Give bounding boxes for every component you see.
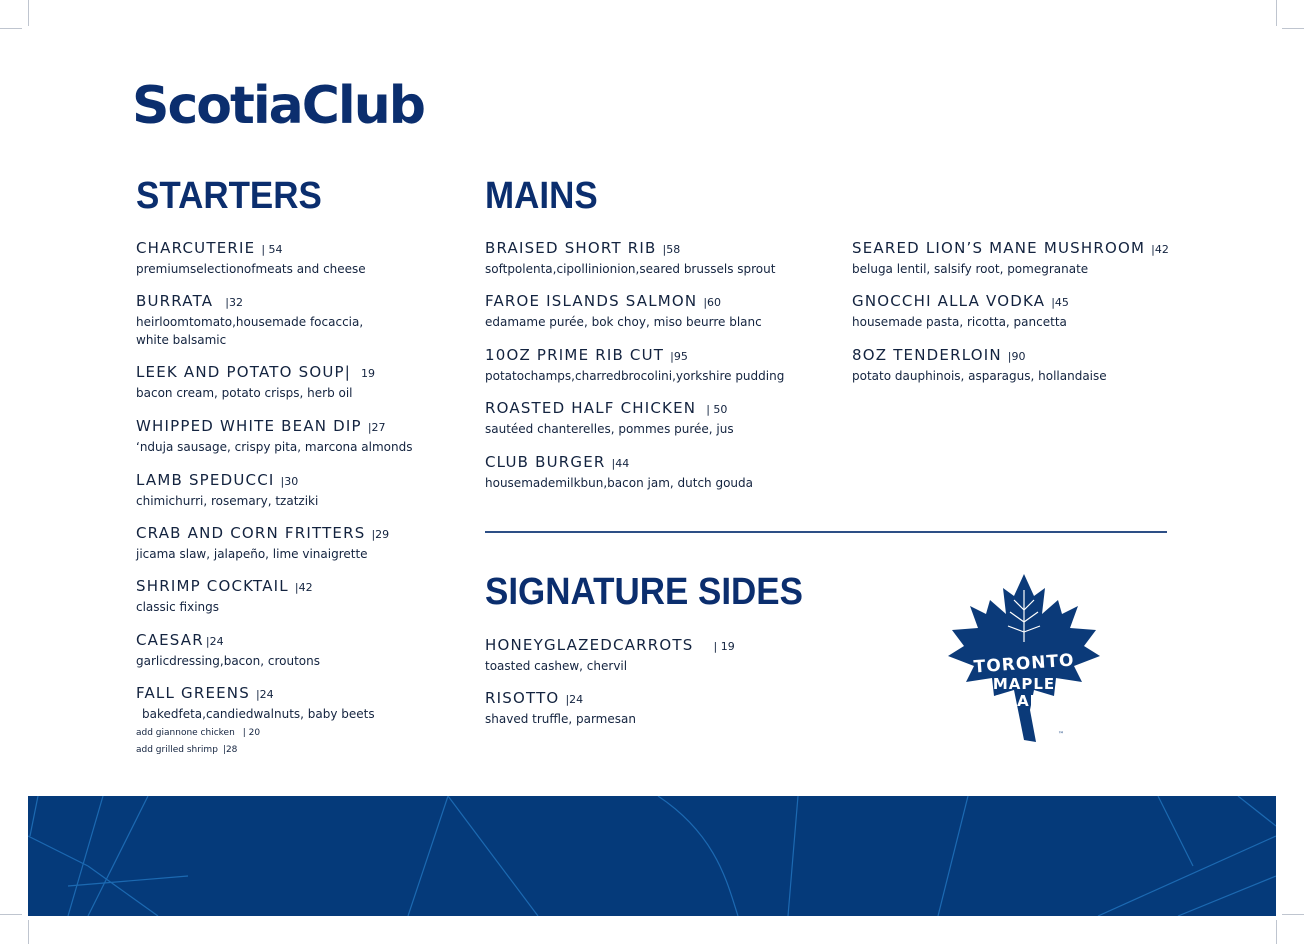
menu-item-lions-mane	[852, 239, 1169, 278]
menu-item-roasted-half-chicken	[485, 399, 734, 438]
sides-heading: SIGNATURE SIDES	[485, 571, 803, 613]
menu-item-charcuterie	[136, 239, 366, 278]
starters-heading: STARTERS	[136, 175, 322, 217]
item-description: edamame purée, bok choy, miso beurre blanc	[485, 315, 762, 329]
item-description: toasted cashew, chervil	[485, 659, 628, 673]
menu-item-shrimp-cocktail	[136, 577, 313, 616]
crop-mark	[0, 914, 22, 915]
item-name: RISOTTO	[485, 689, 560, 707]
logo-text-toronto: TORONTO	[973, 650, 1076, 678]
menu-item-crab-corn-fritters	[136, 524, 389, 563]
item-price: |90	[1007, 350, 1026, 363]
item-description: bakedfeta,candiedwalnuts, baby beets	[142, 707, 375, 721]
item-description: bacon cream, potato crisps, herb oil	[136, 386, 353, 400]
item-description: classic fixings	[136, 600, 220, 614]
item-name: LAMB SPEDUCCI	[136, 471, 275, 489]
menu-item-gnocchi	[852, 292, 1069, 331]
addon-price: | 20	[242, 728, 261, 738]
item-name: 10OZ PRIME RIB CUT	[485, 346, 665, 364]
item-name: CHARCUTERIE	[136, 239, 256, 257]
item-name: ROASTED HALF CHICKEN	[485, 399, 697, 417]
menu-item-lamb-speducci	[136, 471, 318, 510]
item-name: FAROE ISLANDS SALMON	[485, 292, 698, 310]
item-price: |42	[1151, 243, 1169, 256]
item-name: SHRIMP COCKTAIL	[136, 577, 289, 595]
item-price: |24	[565, 693, 584, 706]
menu-item-tenderloin	[852, 346, 1107, 385]
item-price: | 54	[261, 243, 283, 256]
item-description: potatochamps,charredbrocolini,yorkshire pudding	[485, 369, 785, 383]
logo-text-leafs: LEAFS	[995, 692, 1053, 710]
addon-row	[136, 725, 375, 742]
maple-leafs-logo	[944, 570, 1104, 745]
item-price: |32	[225, 296, 243, 309]
item-description: ‘nduja sausage, crispy pita, marcona almonds	[136, 440, 413, 454]
item-description: garlicdressing,bacon, croutons	[136, 654, 320, 668]
mains-heading: MAINS	[485, 175, 598, 217]
crop-mark	[1276, 920, 1277, 944]
item-name: SEARED LION’S MANE MUSHROOM	[852, 239, 1146, 257]
item-description: beluga lentil, salsify root, pomegranate	[852, 262, 1089, 276]
crop-mark	[1282, 914, 1304, 915]
menu-item-fall-greens	[136, 684, 375, 759]
crop-mark	[28, 0, 29, 26]
footer-banner	[28, 796, 1276, 916]
crop-mark	[28, 920, 29, 944]
item-description: jicama slaw, jalapeño, lime vinaigrette	[136, 547, 368, 561]
item-name: HONEYGLAZEDCARROTS	[485, 636, 694, 654]
menu-item-braised-short-rib	[485, 239, 775, 278]
item-price: |24	[255, 688, 274, 701]
item-description-cont: white balsamic	[136, 333, 227, 347]
item-price: |27	[367, 421, 386, 434]
item-price: |95	[670, 350, 688, 363]
item-description: softpolenta,cipollinionion,seared brussels sprout	[485, 262, 776, 276]
crop-mark	[1276, 0, 1277, 26]
item-description: premiumselectionofmeats and cheese	[136, 262, 366, 276]
item-name: 8OZ TENDERLOIN	[852, 346, 1002, 364]
item-description: sautéed chanterelles, pommes purée, jus	[485, 422, 734, 436]
item-description: shaved truffle, parmesan	[485, 712, 636, 726]
item-name: CRAB AND CORN FRITTERS	[136, 524, 366, 542]
menu-item-leek-potato-soup	[136, 363, 375, 402]
menu-item-caesar	[136, 631, 320, 670]
item-name: BRAISED SHORT RIB	[485, 239, 657, 257]
item-price: |24	[205, 635, 224, 648]
item-price: 19	[361, 367, 376, 380]
item-description: potato dauphinois, asparagus, hollandaise	[852, 369, 1107, 383]
item-description: chimichurri, rosemary, tzatziki	[136, 494, 319, 508]
item-price: | 50	[706, 403, 728, 416]
menu-item-carrots	[485, 636, 735, 675]
item-price: |29	[371, 528, 390, 541]
item-price: |58	[662, 243, 681, 256]
ice-lines-pattern	[28, 796, 1276, 916]
scotiaclub-logo: ScotiaClub	[132, 76, 424, 136]
menu-item-white-bean-dip	[136, 417, 413, 456]
trademark-mark: ™	[1058, 731, 1064, 738]
item-name: CAESAR	[136, 631, 204, 649]
addon-row	[136, 742, 375, 759]
item-description: housemademilkbun,bacon jam, dutch gouda	[485, 476, 753, 490]
item-price: |45	[1051, 296, 1069, 309]
item-price: |60	[703, 296, 722, 309]
item-name: GNOCCHI ALLA VODKA	[852, 292, 1046, 310]
addon-label: add grilled shrimp	[136, 745, 218, 755]
section-divider	[485, 531, 1167, 533]
item-name: WHIPPED WHITE BEAN DIP	[136, 417, 362, 435]
item-name: FALL GREENS	[136, 684, 250, 702]
item-name: LEEK AND POTATO SOUP|	[136, 363, 352, 381]
item-price: |42	[294, 581, 313, 594]
logo-text-maple: MAPLE	[992, 675, 1056, 693]
item-description: heirloomtomato,housemade focaccia,	[136, 315, 364, 329]
item-name: BURRATA	[136, 292, 214, 310]
crop-mark	[0, 28, 22, 29]
menu-item-risotto	[485, 689, 636, 728]
menu-item-faroe-salmon	[485, 292, 762, 331]
addon-label: add giannone chicken	[136, 728, 235, 738]
item-name: CLUB BURGER	[485, 453, 606, 471]
addon-price: |28	[222, 745, 238, 755]
menu-item-club-burger	[485, 453, 753, 492]
menu-item-burrata	[136, 292, 363, 349]
item-price: |30	[280, 475, 299, 488]
item-description: housemade pasta, ricotta, pancetta	[852, 315, 1067, 329]
menu-item-prime-rib	[485, 346, 784, 385]
item-price: | 19	[713, 640, 735, 653]
crop-mark	[1282, 28, 1304, 29]
item-price: |44	[611, 457, 630, 470]
